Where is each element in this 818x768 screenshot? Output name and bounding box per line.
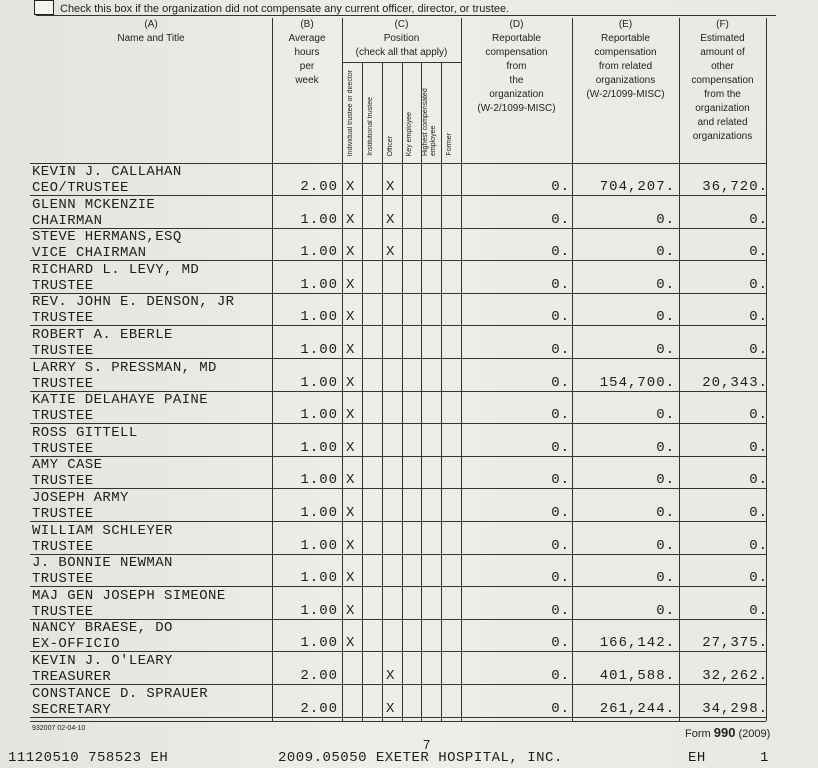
bottom-org-name: 2009.05050 EXETER HOSPITAL, INC. [278, 750, 563, 766]
header-d-line: from [506, 61, 527, 72]
position-subheaders [342, 62, 462, 162]
hours-per-week: 1.00 [300, 374, 338, 391]
person-name: MAJ GEN JOSEPH SIMEONE [32, 587, 226, 604]
org-compensation: 0. [551, 505, 570, 521]
officer-mark: X [386, 668, 395, 684]
hours-per-week: 2.00 [300, 668, 338, 684]
other-compensation: 0. [749, 309, 768, 326]
individual-trustee-mark: X [346, 472, 355, 489]
related-compensation: 0. [656, 570, 675, 587]
header-f-line: amount of [700, 47, 745, 58]
subheader-highest-compensated: Highest compensated employee [422, 88, 437, 156]
org-compensation: 0. [551, 211, 570, 228]
form-prefix: Form [685, 728, 711, 740]
individual-trustee-mark: X [346, 211, 355, 228]
person-name: AMY CASE [32, 457, 103, 474]
header-b-line: hours [294, 47, 320, 58]
person-title: TRUSTEE [32, 408, 94, 425]
hours-per-week: 1.00 [300, 505, 338, 521]
checkbox-line [36, 0, 776, 16]
person-title: CEO/TRUSTEE [32, 180, 129, 196]
hours-per-week: 1.00 [300, 602, 338, 619]
person-title: VICE CHAIRMAN [32, 245, 147, 262]
org-compensation: 0. [551, 342, 570, 358]
person-name: GLENN MCKENZIE [32, 196, 156, 213]
org-compensation: 0. [551, 276, 570, 293]
checkbox-label: Check this box if the organization did not compensate any current officer, director, or trustee. [60, 3, 510, 15]
header-d-line: organization [489, 89, 544, 100]
hours-per-week: 1.00 [300, 309, 338, 326]
individual-trustee-mark: X [346, 537, 355, 554]
header-f-line: Estimated [700, 33, 745, 44]
related-compensation: 0. [656, 407, 675, 424]
subheader-individual-trustee: Individual trustee or director [347, 69, 354, 156]
person-title: EX-OFFICIO [32, 636, 121, 653]
org-compensation: 0. [551, 635, 570, 652]
person-name: J. BONNIE NEWMAN [32, 555, 173, 572]
other-compensation: 0. [749, 276, 768, 293]
other-compensation: 20,343. [702, 374, 768, 391]
header-e-line: from related [598, 61, 653, 72]
table-row [0, 196, 818, 229]
related-compensation: 0. [656, 309, 675, 326]
org-compensation: 0. [551, 537, 570, 554]
related-compensation: 704,207. [599, 179, 675, 195]
table-row [0, 685, 818, 718]
header-a [30, 18, 272, 46]
person-name: REV. JOHN E. DENSON, JR [32, 294, 235, 311]
individual-trustee-mark: X [346, 374, 355, 391]
header-b-line: week [295, 75, 319, 86]
person-name: NANCY BRAESE, DO [32, 620, 173, 637]
table-row [0, 456, 818, 489]
form-number: 990 [713, 725, 736, 740]
person-name: ROBERT A. EBERLE [32, 327, 173, 343]
header-c [342, 18, 461, 60]
individual-trustee-mark: X [346, 439, 355, 456]
bottom-right-num: 1 [760, 750, 769, 766]
header-f-line: organization [695, 103, 750, 114]
person-title: TRUSTEE [32, 603, 94, 620]
org-compensation: 0. [551, 374, 570, 391]
header-d-line: Reportable [492, 33, 541, 44]
org-compensation: 0. [551, 309, 570, 326]
bottom-left-code: 11120510 758523 EH [8, 750, 169, 766]
related-compensation: 0. [656, 211, 675, 228]
person-title: TRUSTEE [32, 310, 94, 327]
no-compensation-checkbox[interactable] [34, 0, 54, 15]
individual-trustee-mark: X [346, 342, 355, 358]
table-row [0, 587, 818, 620]
header-c-line: (check all that apply) [355, 47, 448, 58]
subheader-institutional-trustee: Institutional trustee [367, 97, 374, 156]
officer-mark: X [386, 211, 395, 228]
hours-per-week: 1.00 [300, 537, 338, 554]
table-row [0, 228, 818, 261]
hours-per-week: 1.00 [300, 276, 338, 293]
header-d-line: compensation [485, 47, 548, 58]
table-row [0, 163, 818, 196]
person-name: STEVE HERMANS,ESQ [32, 229, 182, 246]
org-compensation: 0. [551, 179, 570, 195]
header-f-line: other [711, 61, 734, 72]
person-title: TRUSTEE [32, 343, 94, 359]
other-compensation: 36,720. [702, 179, 768, 195]
hours-per-week: 1.00 [300, 472, 338, 489]
hours-per-week: 1.00 [300, 635, 338, 652]
header-e-line: organizations [595, 75, 656, 86]
related-compensation: 0. [656, 439, 675, 456]
hours-per-week: 1.00 [300, 342, 338, 358]
other-compensation: 0. [749, 602, 768, 619]
other-compensation: 0. [749, 472, 768, 489]
subheader-officer: Officer [387, 135, 394, 156]
hours-per-week: 1.00 [300, 244, 338, 261]
bottom-right-code: EH [688, 750, 706, 766]
officer-mark: X [386, 700, 395, 717]
table-row [0, 391, 818, 424]
form-label [685, 725, 770, 740]
header-b [272, 18, 342, 88]
page-number: 7 [423, 737, 431, 752]
header-f-line: compensation [691, 75, 754, 86]
header-c-line: Position [383, 33, 420, 44]
header-e-letter: (E) [618, 19, 633, 30]
table-row [0, 554, 818, 587]
person-name: RICHARD L. LEVY, MD [32, 261, 200, 278]
hours-per-week: 1.00 [300, 439, 338, 456]
person-title: TRUSTEE [32, 473, 94, 490]
header-c-letter: (C) [394, 19, 409, 30]
table-row [0, 359, 818, 392]
individual-trustee-mark: X [346, 602, 355, 619]
table-row [0, 522, 818, 555]
table-row [0, 619, 818, 652]
hours-per-week: 1.00 [300, 570, 338, 587]
table-row [0, 261, 818, 294]
header-d [461, 18, 572, 116]
org-compensation: 0. [551, 668, 570, 684]
hours-per-week: 2.00 [300, 700, 338, 717]
other-compensation: 0. [749, 537, 768, 554]
table-row [0, 293, 818, 326]
subheader-former: Former [446, 133, 453, 156]
org-compensation: 0. [551, 700, 570, 717]
header-d-line: (W-2/1099-MISC) [477, 103, 556, 114]
org-compensation: 0. [551, 439, 570, 456]
person-name: JOSEPH ARMY [32, 490, 129, 506]
person-title: TRUSTEE [32, 571, 94, 588]
header-f-letter: (F) [716, 19, 729, 30]
person-name: WILLIAM SCHLEYER [32, 522, 173, 539]
officer-mark: X [386, 244, 395, 261]
table-row [0, 424, 818, 457]
header-e-line: (W-2/1099-MISC) [586, 89, 665, 100]
org-compensation: 0. [551, 602, 570, 619]
related-compensation: 0. [656, 276, 675, 293]
person-title: TRUSTEE [32, 440, 94, 457]
row-divider [30, 717, 766, 718]
person-title: TREASURER [32, 669, 112, 685]
related-compensation: 0. [656, 505, 675, 521]
individual-trustee-mark: X [346, 244, 355, 261]
person-title: SECRETARY [32, 701, 112, 718]
org-compensation: 0. [551, 407, 570, 424]
person-title: CHAIRMAN [32, 212, 103, 229]
individual-trustee-mark: X [346, 179, 355, 195]
person-name: ROSS GITTELL [32, 424, 138, 441]
header-b-line: per [299, 61, 315, 72]
hours-per-week: 1.00 [300, 211, 338, 228]
header-d-line: the [509, 75, 524, 86]
other-compensation: 0. [749, 211, 768, 228]
table-row [0, 652, 818, 685]
person-title: TRUSTEE [32, 375, 94, 392]
related-compensation: 166,142. [599, 635, 675, 652]
hours-per-week: 1.00 [300, 407, 338, 424]
related-compensation: 401,588. [599, 668, 675, 684]
related-compensation: 261,244. [599, 700, 675, 717]
header-f [679, 18, 766, 144]
related-compensation: 0. [656, 342, 675, 358]
table-row [0, 326, 818, 359]
person-name: KATIE DELAHAYE PAINE [32, 392, 209, 409]
person-name: CONSTANCE D. SPRAUER [32, 685, 209, 702]
other-compensation: 32,262. [702, 668, 768, 684]
subheader-key-employee: Key employee [406, 111, 413, 156]
other-compensation: 0. [749, 407, 768, 424]
header-a-letter: (A) [144, 19, 158, 30]
header-a-label: Name and Title [117, 33, 185, 44]
related-compensation: 0. [656, 537, 675, 554]
header-f-line: and related [697, 117, 748, 128]
individual-trustee-mark: X [346, 505, 355, 521]
header-e-line: compensation [594, 47, 657, 58]
other-compensation: 0. [749, 439, 768, 456]
related-compensation: 0. [656, 602, 675, 619]
person-title: TRUSTEE [32, 538, 94, 555]
individual-trustee-mark: X [346, 635, 355, 652]
form-year: (2009) [738, 728, 771, 740]
related-compensation: 154,700. [599, 374, 675, 391]
header-f-line: organizations [692, 131, 753, 142]
person-title: TRUSTEE [32, 506, 94, 522]
org-compensation: 0. [551, 570, 570, 587]
other-compensation: 34,298. [702, 700, 768, 717]
individual-trustee-mark: X [346, 407, 355, 424]
table-row [0, 489, 818, 522]
org-compensation: 0. [551, 472, 570, 489]
form-code: 932007 02-04-10 [32, 725, 86, 732]
person-name: LARRY S. PRESSMAN, MD [32, 359, 217, 376]
other-compensation: 0. [749, 342, 768, 358]
person-name: KEVIN J. O'LEARY [32, 653, 173, 669]
header-e-line: Reportable [601, 33, 650, 44]
header-e [572, 18, 679, 102]
officer-mark: X [386, 179, 395, 195]
person-name: KEVIN J. CALLAHAN [32, 164, 182, 180]
header-b-letter: (B) [300, 19, 314, 30]
hours-per-week: 2.00 [300, 179, 338, 195]
related-compensation: 0. [656, 244, 675, 261]
other-compensation: 0. [749, 244, 768, 261]
related-compensation: 0. [656, 472, 675, 489]
header-f-line: from the [704, 89, 741, 100]
org-compensation: 0. [551, 244, 570, 261]
individual-trustee-mark: X [346, 276, 355, 293]
individual-trustee-mark: X [346, 570, 355, 587]
header-b-line: Average [288, 33, 326, 44]
other-compensation: 0. [749, 570, 768, 587]
individual-trustee-mark: X [346, 309, 355, 326]
header-d-letter: (D) [509, 19, 524, 30]
person-title: TRUSTEE [32, 277, 94, 294]
other-compensation: 27,375. [702, 635, 768, 652]
other-compensation: 0. [749, 505, 768, 521]
